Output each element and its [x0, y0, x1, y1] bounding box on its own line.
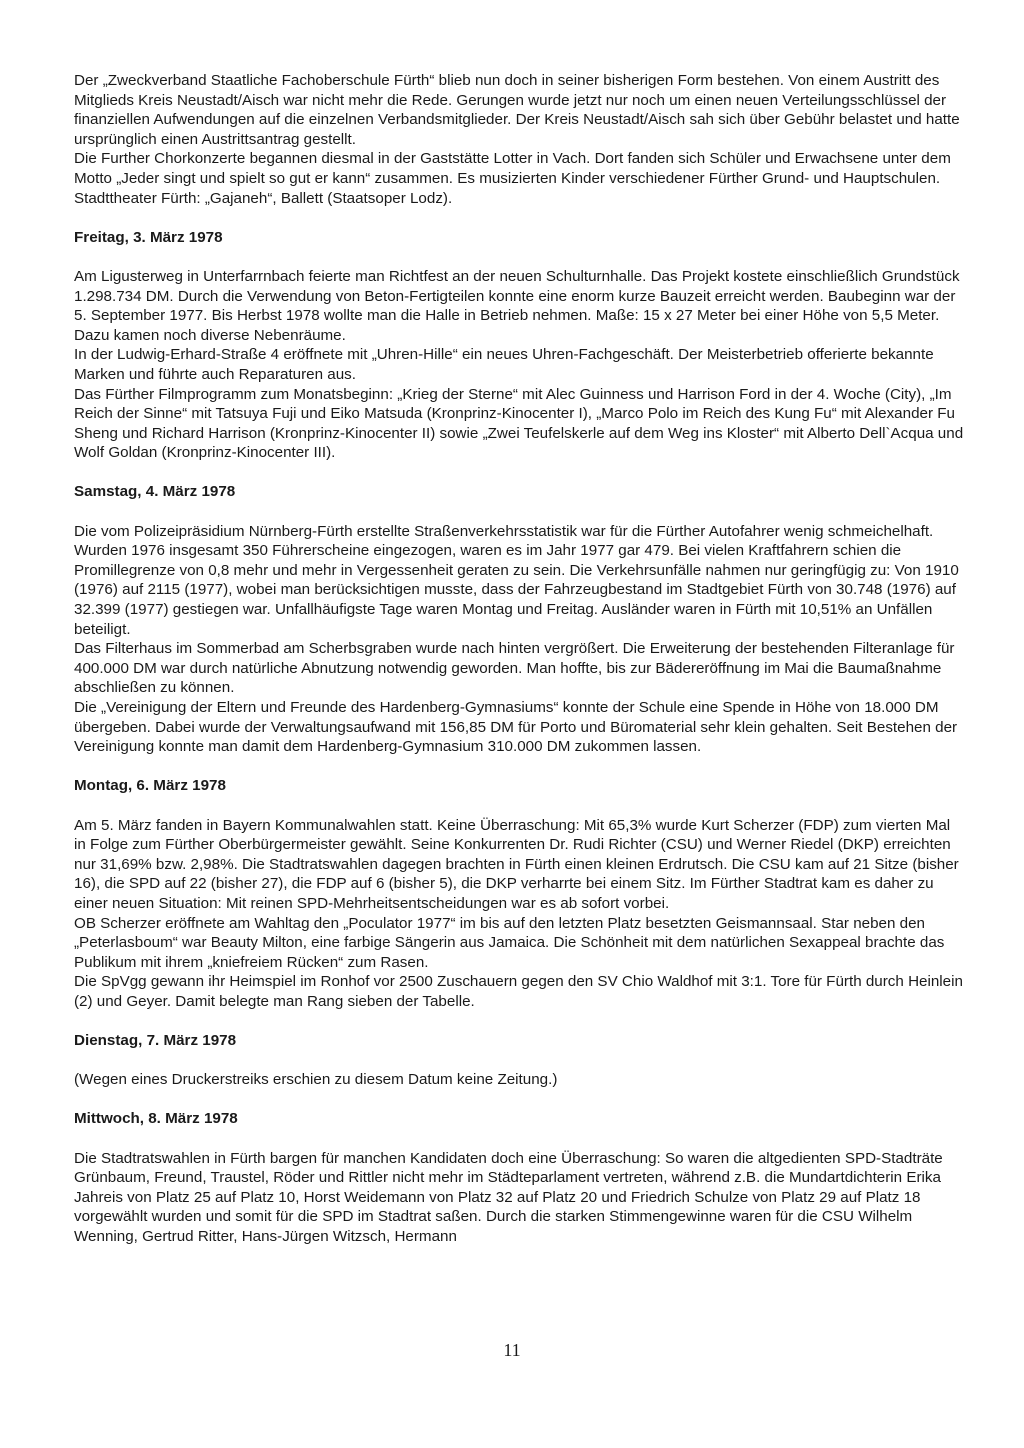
date-heading: Montag, 6. März 1978 [74, 777, 226, 795]
date-heading: Freitag, 3. März 1978 [74, 228, 223, 246]
paragraph: In der Ludwig-Erhard-Straße 4 eröffnete mit „Uhren-Hille“ ein neues Uhren-Fachgeschäft. Der Meisterbetrieb offerierte bekannte Marken und führte auch Reparaturen aus. [74, 346, 934, 383]
paragraph: Stadttheater Fürth: „Gajaneh“, Ballett (Staatsoper Lodz). [74, 189, 453, 207]
page-number: 11 [503, 1340, 521, 1360]
paragraph: Die vom Polizeipräsidium Nürnberg-Fürth erstellte Straßenverkehrsstatistik war für die Fürther Autofahrer wenig schmeichelhaft. Wurden 1976 insgesamt 350 Führerscheine eingezogen, waren es im Jahr 1977 gar 479. Bei vielen Kraftfahrern schien die Promillegrenze von 0,8 mehr und mehr in Vergessenheit geraten zu sein. Die Verkehrsunfälle nahmen nur geringfügig zu: Von 1910 (1976) auf 2115 (1977), wobei man berücksichtigen musste, dass der Fahrzeugbestand im Stadtgebiet Fürth von 30.748 (1976) auf 32.399 (1977) gestiegen war. Unfallhäufigste Tage waren Montag und Freitag. Ausländer waren in Fürth mit 10,51% an Unfällen beteiligt. [74, 522, 959, 638]
section-body [74, 1149, 964, 1247]
date-heading: Mittwoch, 8. März 1978 [74, 1110, 238, 1128]
paragraph: Die SpVgg gewann ihr Heimspiel im Ronhof vor 2500 Zuschauern gegen den SV Chio Waldhof mit 3:1. Tore für Fürth durch Heinlein (2) und Geyer. Damit belegte man Rang sieben der Tabelle. [74, 973, 963, 1010]
paragraph: Die Further Chorkonzerte begannen diesmal in der Gaststätte Lotter in Vach. Dort fanden sich Schüler und Erwachsene unter dem Motto „Jeder singt und spielt so gut er kann“ zusammen. Es musizierten Kinder verschiedener Fürther Grund- und Hauptschulen. [74, 150, 951, 187]
paragraph: OB Scherzer eröffnete am Wahltag den „Poculator 1977“ im bis auf den letzten Platz besetzten Geismannsaal. Star neben den „Peterlasboum“ war Beauty Milton, eine farbige Sängerin aus Jamaica. Die Schönheit mit dem natürlichen Sexappeal brachte das Publikum mit ihrem „kniefreiem Rücken“ zum Rasen. [74, 914, 945, 971]
document-page [74, 71, 964, 1247]
paragraph: Das Filterhaus im Sommerbad am Scherbsgraben wurde nach hinten vergrößert. Die Erweiterung der bestehenden Filteranlage für 400.000 DM war durch natürliche Abnutzung notwendig geworden. Man hoffte, bis zur Bädereröffnung im Mai die Baumaßnahme abschließen zu können. [74, 640, 955, 697]
section-body [74, 816, 964, 1012]
paragraph: Die Stadtratswahlen in Fürth bargen für manchen Kandidaten doch eine Überraschung: So waren die altgedienten SPD-Stadträte Grünbaum, Freund, Traustel, Röder und Rittler nicht mehr im Städteparlament vertreten, während z.B. die Mundartdichterin Erika Jahreis von Platz 25 auf Platz 10, Horst Weidemann von Platz 32 auf Platz 20 und Friedrich Schulze von Platz 29 auf Platz 18 vorgewählt wurden und somit für die SPD im Stadtrat saßen. Durch die starken Stimmengewinne waren für die CSU Wilhelm Wenning, Gertrud Ritter, Hans-Jürgen Witzsch, Hermann [74, 1149, 943, 1246]
paragraph: (Wegen eines Druckerstreiks erschien zu diesem Datum keine Zeitung.) [74, 1071, 558, 1089]
paragraph: Das Fürther Filmprogramm zum Monatsbeginn: „Krieg der Sterne“ mit Alec Guinness und Harrison Ford in der 4. Woche (City), „Im Reich der Sinne“ mit Tatsuya Fuji und Eiko Matsuda (Kronprinz-Kinocenter I), „Marco Polo im Reich des Kung Fu“ mit Alexander Fu Sheng und Richard Harrison (Kronprinz-Kinocenter II) sowie „Zwei Teufelskerle auf dem Weg ins Kloster“ mit Alberto Dell`Acqua und Wolf Goldan (Kronprinz-Kinocenter III). [74, 385, 964, 462]
paragraph: Am Ligusterweg in Unterfarrnbach feierte man Richtfest an der neuen Schulturnhalle. Das Projekt kostete einschließlich Grundstück 1.298.734 DM. Durch die Verwendung von Beton-Fertigteilen konnte eine enorm kurze Bauzeit erreicht werden. Baubeginn war der 5. September 1977. Bis Herbst 1978 wollte man die Halle in Betrieb nehmen. Maße: 15 x 27 Meter bei einer Höhe von 5,5 Meter. Dazu kamen noch diverse Nebenräume. [74, 267, 960, 344]
intro-block [74, 71, 964, 208]
paragraph: Der „Zweckverband Staatliche Fachoberschule Fürth“ blieb nun doch in seiner bisherigen Form bestehen. Von einem Austritt des Mitglieds Kreis Neustadt/Aisch war nicht mehr die Rede. Gerungen wurde jetzt nur noch um einen neuen Verteilungsschlüssel der finanziellen Aufwendungen auf die einzelnen Verbandsmitglieder. Der Kreis Neustadt/Aisch sah sich über Gebühr belastet und hatte ursprünglich einen Austrittsantrag gestellt. [74, 72, 960, 148]
section-body [74, 522, 964, 757]
date-heading: Dienstag, 7. März 1978 [74, 1032, 237, 1050]
section-body [74, 1070, 964, 1090]
paragraph: Die „Vereinigung der Eltern und Freunde des Hardenberg-Gymnasiums“ konnte der Schule eine Spende in Höhe von 18.000 DM übergeben. Dabei wurde der Verwaltungsaufwand mit 156,85 DM für Porto und Büromaterial sehr klein gehalten. Seit Bestehen der Vereinigung konnte man damit dem Hardenberg-Gymnasium 310.000 DM zukommen lassen. [74, 699, 958, 756]
section-body [74, 267, 964, 463]
paragraph: Am 5. März fanden in Bayern Kommunalwahlen statt. Keine Überraschung: Mit 65,3% wurde Kurt Scherzer (FDP) zum vierten Mal in Folge zum Fürther Oberbürgermeister gewählt. Seine Konkurrenten Dr. Rudi Richter (CSU) und Werner Riedel (DKP) erreichten nur 31,69% bzw. 2,98%. Die Stadtratswahlen dagegen brachten in Fürth einen kleinen Erdrutsch. Die CSU kam auf 21 Sitze (bisher 16), die SPD auf 22 (bisher 27), die FDP auf 6 (bisher 5), die DKP verharrte bei einem Sitz. Im Fürther Stadtrat kam es daher zu einer neuen Situation: Mit reinen SPD-Mehrheitsentscheidungen war es ab sofort vorbei. [74, 816, 959, 912]
date-heading: Samstag, 4. März 1978 [74, 483, 236, 501]
